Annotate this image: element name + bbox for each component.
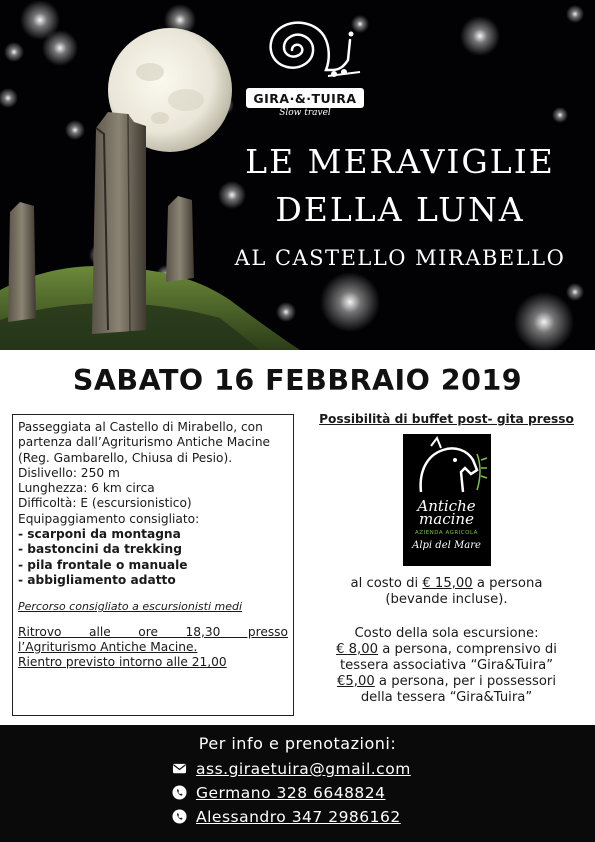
castle-wall-ruin xyxy=(166,196,194,282)
equipment-item: - abbigliamento adatto xyxy=(18,572,176,587)
meeting-point-2: l’Agriturismo Antiche Macine. xyxy=(18,639,198,654)
phone-icon xyxy=(172,809,187,824)
contact-footer xyxy=(0,725,595,842)
star-glow xyxy=(0,88,18,108)
member-price: € 8,00 xyxy=(336,642,379,657)
event-date: SABATO 16 FEBBRAIO 2019 xyxy=(72,364,523,397)
logo-badge xyxy=(246,88,364,108)
star-glow xyxy=(566,283,584,301)
info-difficulty: Difficoltà: E (escursionistico) xyxy=(18,496,192,511)
excursion-info-box xyxy=(12,414,294,716)
phone-contact-germano[interactable] xyxy=(172,784,386,802)
email-contact[interactable] xyxy=(172,760,411,778)
holder-price: €5,00 xyxy=(336,674,375,689)
return-time: Rientro previsto intorno alle 21,00 xyxy=(18,655,227,670)
star-glow xyxy=(4,42,24,62)
buffet-section xyxy=(304,412,589,706)
info-elevation: Dislivello: 250 m xyxy=(18,465,120,480)
buffet-drinks: (bevande incluse). xyxy=(385,592,508,607)
equipment-item: - scarponi da montagna xyxy=(18,527,181,542)
buffet-price-pre: al costo di xyxy=(350,576,423,591)
star-glow xyxy=(460,16,500,56)
holder-price-text-2: della tessera “Gira&Tuira” xyxy=(360,690,533,705)
info-length: Lunghezza: 6 km circa xyxy=(18,481,155,496)
brand-name xyxy=(403,497,491,528)
meeting-point: Ritrovo alle ore 18,30 presso xyxy=(18,624,288,639)
star-glow xyxy=(65,120,85,140)
buffet-price-post: a persona xyxy=(472,576,543,591)
star-glow xyxy=(566,5,584,23)
phone-icon xyxy=(172,785,187,800)
logo-name: GIRA·&·TUIRA xyxy=(253,91,357,106)
title-line-1: LE MERAVIGLIE xyxy=(245,142,555,181)
phone-alessandro[interactable]: Alessandro 347 2986162 xyxy=(196,808,401,826)
castle-tower-ruin xyxy=(92,112,146,334)
info-location: (Reg. Gambarello, Chiusa di Pesio). xyxy=(18,450,233,465)
hero-banner xyxy=(0,0,595,350)
holder-price-text: a persona, per i possessori xyxy=(374,674,557,689)
star-glow xyxy=(276,302,296,322)
spiral-logo-icon xyxy=(240,10,370,90)
horse-icon xyxy=(403,434,491,500)
equipment-item: - pila frontale o manuale xyxy=(18,557,188,572)
mail-icon xyxy=(172,761,187,776)
phone-germano[interactable]: Germano 328 6648824 xyxy=(196,784,386,802)
logo-tagline: Slow travel xyxy=(279,108,331,118)
excursion-cost-heading: Costo della sola escursione: xyxy=(354,626,539,641)
equipment-title: Equipaggiamento consigliato: xyxy=(18,511,200,526)
excursion-costs xyxy=(304,626,589,706)
star-glow xyxy=(320,272,380,332)
subtitle: AL CASTELLO MIRABELLO xyxy=(234,246,566,270)
star-glow xyxy=(514,292,574,350)
buffet-heading: Possibilità di buffet post- gita presso xyxy=(319,412,574,426)
castle-wall-ruin xyxy=(8,202,36,322)
title-line-2: DELLA LUNA xyxy=(275,190,525,229)
brand-name-line-2: macine xyxy=(419,510,474,528)
brand-subtitle: AZIENDA AGRICOLA xyxy=(415,530,478,536)
member-price-text-2: tessera associativa “Gira&Tuira” xyxy=(339,658,554,673)
buffet-price xyxy=(304,576,589,608)
buffet-price-value: € 15,00 xyxy=(422,576,473,591)
info-intro: Passeggiata al Castello di Mirabello, con partenza dall’Agriturismo Antiche Macine xyxy=(18,420,271,450)
brand-region: Alpi del Mare xyxy=(412,540,481,551)
star-glow xyxy=(42,30,78,66)
brand-name-line-1: Antiche xyxy=(417,497,476,515)
phone-contact-alessandro[interactable] xyxy=(172,808,401,826)
antiche-macine-logo xyxy=(403,434,491,566)
star-glow xyxy=(552,107,568,123)
contact-heading: Per info e prenotazioni: xyxy=(198,734,397,753)
gira-tuira-logo xyxy=(240,10,370,122)
difficulty-note: Percorso consigliato a escursionisti medi xyxy=(18,600,243,614)
email-address[interactable]: ass.giraetuira@gmail.com xyxy=(196,760,411,778)
equipment-item: - bastoncini da trekking xyxy=(18,542,182,557)
member-price-text: a persona, comprensivo di xyxy=(378,642,557,657)
